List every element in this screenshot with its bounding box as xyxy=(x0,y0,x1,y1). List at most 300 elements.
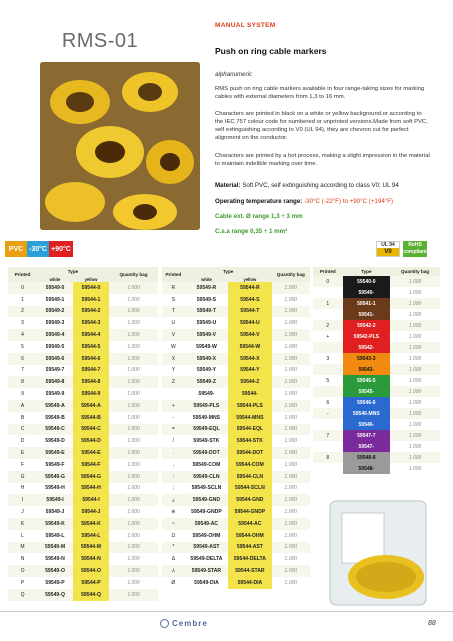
colour-code-cell: 59546- xyxy=(343,419,391,430)
printed-cell: Ø xyxy=(171,579,176,586)
white-code-cell: 59549-AC xyxy=(185,518,228,530)
yellow-code-cell: 59544-AST xyxy=(228,542,271,554)
table-row xyxy=(162,412,310,424)
description-paragraph: RMS push on ring cable markers available in four range-taking sizes for marking cables with external diameters from 1,3 to 16 mm. xyxy=(215,86,425,100)
printed-cell: S xyxy=(171,296,176,303)
quantity-cell: 1.000 xyxy=(109,471,158,483)
description-paragraph: Characters are printed by a hot process, making a slight impression in the material to maintain indelible marking over time. xyxy=(215,153,430,167)
table-row xyxy=(313,441,440,452)
table-row xyxy=(162,553,310,565)
white-code-cell: 59549-DOT xyxy=(185,447,228,459)
yellow-code-cell: 59544-4 xyxy=(73,329,109,341)
table-row xyxy=(313,408,440,419)
yellow-code-cell: 59544-MNS xyxy=(228,412,271,424)
white-code-cell: 59549- xyxy=(198,391,215,398)
table-row xyxy=(8,530,158,542)
quantity-cell: 1.000 xyxy=(127,343,140,350)
yellow-code-cell: 59544-COM xyxy=(228,459,271,471)
printed-cell xyxy=(313,386,343,397)
printed-cell xyxy=(313,309,343,320)
white-code-cell: 59549-CLN xyxy=(185,471,228,483)
printed-cell: Z xyxy=(162,376,185,388)
yellow-code-cell: 59544-J xyxy=(73,506,109,518)
white-code-cell: 59549-6 xyxy=(37,353,73,365)
csa-range: C.s.a range 0,35 ÷ 1 mm² xyxy=(215,228,288,235)
white-code-cell: 59549-MNS xyxy=(192,414,221,421)
yellow-code-cell: 59544-6 xyxy=(73,353,109,365)
yellow-code-cell: 59544-STAR xyxy=(228,565,271,577)
printed-cell xyxy=(313,463,343,474)
yellow-code-cell: 59544-P xyxy=(73,577,109,589)
page-number: 88 xyxy=(428,620,436,627)
printed-cell: 8 xyxy=(313,452,343,463)
table-row xyxy=(8,329,158,341)
quantity-cell: 1.000 xyxy=(284,438,298,445)
printed-cell: : xyxy=(162,471,185,483)
quantity-cell: 1.000 xyxy=(127,532,140,539)
table-row xyxy=(162,577,310,589)
table-row xyxy=(162,294,310,306)
quantity-cell: 1.000 xyxy=(284,343,298,350)
yellow-code-cell: 59544-Y xyxy=(228,365,271,377)
quantity-cell: 1.000 xyxy=(109,329,158,341)
table-row xyxy=(8,365,158,377)
white-code-cell: 59549-STK xyxy=(193,438,220,445)
printed-cell: 6 xyxy=(326,399,330,406)
white-code-cell: 59549-OHM xyxy=(192,532,221,539)
table-row xyxy=(8,471,158,483)
quantity-cell: 1.000 xyxy=(390,430,440,441)
quantity-cell: 1.000 xyxy=(408,311,422,318)
white-code-cell: 59549-G xyxy=(37,471,73,483)
quantity-cell: 1.000 xyxy=(109,542,158,554)
table-row xyxy=(162,306,310,318)
table-row xyxy=(162,471,310,483)
table-row xyxy=(162,435,310,447)
quantity-cell: 1.000 xyxy=(109,353,158,365)
printed-cell: D xyxy=(20,438,25,445)
yellow-code-cell: 59544-EQL xyxy=(228,424,271,436)
quantity-cell: 1.000 xyxy=(109,400,158,412)
table-row xyxy=(162,530,310,542)
quantity-cell: 1.000 xyxy=(390,408,440,419)
white-code-cell: 59549-F xyxy=(45,461,65,468)
table-row xyxy=(162,388,310,400)
printed-cell: 0 xyxy=(8,282,37,294)
printed-cell xyxy=(313,419,343,430)
quantity-cell: 1.000 xyxy=(127,414,140,421)
colour-code-cell: 59547- xyxy=(343,441,391,452)
yellow-code-cell: 59544-SCLN xyxy=(228,483,271,495)
colour-code-cell: 59540-0 xyxy=(343,276,391,287)
table-row xyxy=(313,298,440,309)
max-temp-badge: +90°C xyxy=(49,241,73,257)
printed-cell: T xyxy=(162,306,185,318)
yellow-code-cell: 59544-D xyxy=(73,435,109,447)
marker-table-symbols: Printed Type Quantity bag white yellow R 59549-R 59544-R 1.000 S 59549-S 59544-S 1.000 T 59549-T 59544-T 1.000 U 59549-U 59544-U 1.000 V 59549-V 59544-V 1.000 W 59549-W 59544-W 1.000 X 59549-X 59544-X 1.000 Y 59549-Y 59544-Y 1.000 Z 59549-Z 59544-Z 1.000 59549- 59544- 1.000 + 59549-PLS 59544-PLS 1.000 - 59549-MNS 59544-MNS 1.000 = 59549-EQL 59544-EQL 1.000 / 59549-STK 59544-STK 1.000 . 59549-DOT 59544-DOT 1.000 , 59549-COM 59544-COM 1.000 : 59549-CLN 59544-CLN 1.000 ; 59549-SCLN 59544-SCLN 1.000 ⏚ 59549-GND 59544-GND 1.000 ⊜ 59549-GNDP 59544-GNDP 1.000 ~ 59549-AC 59544-AC 1.000 Ω 59549-OHM 59544-OHM 1.000 * 59549-AST 59544-AST 1.000 Δ 59549-DELTA 59544-DELTA 1.000 ⅄ 59549-STAR 59544-STAR 1.000 Ø 59549-DIA 59544-DIA 1.000 xyxy=(162,267,310,589)
printed-cell: + xyxy=(326,333,330,340)
quantity-cell: 1.000 xyxy=(272,494,310,506)
quantity-cell: 1.000 xyxy=(272,565,310,577)
white-code-cell: 59549-S xyxy=(196,296,217,303)
white-code-cell: 59549-O xyxy=(37,565,73,577)
white-code-cell: 59549-DIA xyxy=(194,579,219,586)
white-code-cell: 59549-C xyxy=(37,424,73,436)
quantity-cell: 1.000 xyxy=(272,306,310,318)
white-code-cell: 59549-J xyxy=(45,509,65,516)
colour-code-cell: 59542- xyxy=(343,342,391,353)
white-code-cell: 59549-Y xyxy=(196,367,217,374)
yellow-code-cell: 59544-Q xyxy=(73,589,109,601)
printed-cell: Q xyxy=(8,589,37,601)
printed-cell: 0 xyxy=(313,276,343,287)
yellow-code-cell: 59544-2 xyxy=(73,306,109,318)
marker-table-white-yellow: Printed Type Quantity bag white yellow 0 59549-0 59544-0 1.000 1 59549-1 59544-1 1.000 2 59549-2 59544-2 1.000 3 59549-3 59544-3 1.000 4 59549-4 59544-4 1.000 5 59549-5 59544-5 1.000 6 59549-6 59544-6 1.000 7 59549-7 59544-7 1.000 8 59549-8 59544-8 1.000 9 59549-9 59544-9 1.000 A 59549-A 59544-A 1.000 B 59549-B 59544-B 1.000 C 59549-C 59544-C 1.000 D 59549-D 59544-D 1.000 E 59549-E 59544-E 1.000 F 59549-F 59544-F 1.000 G 59549-G 59544-G 1.000 H 59549-H 59544-H 1.000 I 59549-I 59544-I 1.000 J 59549-J 59544-J 1.000 K 59549-K 59544-K 1.000 L 59549-L 59544-L 1.000 M 59549-M 59544-M 1.000 N 59549-N 59544-N 1.000 O 59549-O 59544-O 1.000 P 59549-P 59544-P 1.000 Q 59549-Q 59544-Q 1.000 xyxy=(8,267,158,601)
table-row xyxy=(162,376,310,388)
quantity-cell: 1.000 xyxy=(284,367,298,374)
quantity-cell: 1.000 xyxy=(284,509,298,516)
printed-cell xyxy=(313,287,343,298)
printed-cell: ⅄ xyxy=(162,565,185,577)
table-row xyxy=(8,494,158,506)
quantity-cell: 1.000 xyxy=(127,579,140,586)
white-code-cell: 59549-E xyxy=(37,447,73,459)
product-heading: Push on ring cable markers xyxy=(215,46,327,56)
yellow-code-cell: 59544-0 xyxy=(73,282,109,294)
white-code-cell: 59549-STAR xyxy=(185,565,228,577)
rohs-badge: RoHS compliant xyxy=(403,242,427,255)
printed-cell: Δ xyxy=(171,556,176,563)
colour-code-cell: 59546-MNS xyxy=(343,408,391,419)
printed-cell: 3 xyxy=(21,320,24,327)
yellow-code-cell: 59544-9 xyxy=(73,388,109,400)
white-code-cell: 59549-DELTA xyxy=(190,556,223,563)
table-row xyxy=(313,331,440,342)
yellow-code-cell: 59544-7 xyxy=(73,365,109,377)
yellow-code-cell: 59544-T xyxy=(228,306,271,318)
quantity-cell: 1.000 xyxy=(272,353,310,365)
printed-cell: ⊜ xyxy=(171,509,176,516)
yellow-code-cell: 59544-OHM xyxy=(228,530,271,542)
yellow-code-cell: 59544-Z xyxy=(228,376,271,388)
printed-cell: ⏚ xyxy=(162,494,185,506)
table-row xyxy=(313,430,440,441)
table-row xyxy=(162,341,310,353)
white-code-cell: 59549-SCLN xyxy=(191,485,222,492)
colour-code-cell: 59541-1 xyxy=(343,298,391,309)
table-row xyxy=(162,518,310,530)
quantity-cell: 1.000 xyxy=(272,329,310,341)
printed-cell: I xyxy=(8,494,37,506)
quantity-cell: 1.000 xyxy=(408,355,422,362)
colour-code-cell: 59543- xyxy=(343,364,391,375)
white-code-cell: 59549-7 xyxy=(45,367,65,374)
table-row xyxy=(8,306,158,318)
table-row xyxy=(313,353,440,364)
yellow-code-cell: 59544-DOT xyxy=(228,447,271,459)
white-code-cell: 59549-Z xyxy=(185,376,228,388)
yellow-code-cell: 59544-U xyxy=(228,317,271,329)
white-code-cell: 59549-AST xyxy=(185,542,228,554)
colour-code-cell: 59548-8 xyxy=(343,452,391,463)
yellow-code-cell: 59544- xyxy=(228,388,271,400)
printed-cell: X xyxy=(162,353,185,365)
printed-cell: ; xyxy=(172,485,175,492)
printed-cell: 7 xyxy=(313,430,343,441)
printed-cell: K xyxy=(8,518,37,530)
white-code-cell: 59549-8 xyxy=(37,376,73,388)
quantity-cell: 1.000 xyxy=(390,364,440,375)
printed-cell: A xyxy=(8,400,37,412)
printed-cell: E xyxy=(8,447,37,459)
quantity-cell: 1.000 xyxy=(408,377,422,384)
printed-cell: 5 xyxy=(21,343,24,350)
footer-divider xyxy=(0,611,453,612)
product-subheading: alphanumeric xyxy=(215,71,253,78)
white-code-cell: 59549-GNDP xyxy=(191,509,222,516)
printed-cell: 2 xyxy=(8,306,37,318)
printed-cell: / xyxy=(172,438,175,445)
table-row xyxy=(8,294,158,306)
table-row xyxy=(8,589,158,601)
yellow-code-cell: 59544-GND xyxy=(228,494,271,506)
quantity-cell: 1.000 xyxy=(284,296,298,303)
table-row xyxy=(162,506,310,518)
quantity-cell: 1.000 xyxy=(284,485,298,492)
table-row xyxy=(8,317,158,329)
white-code-cell: 59549-H xyxy=(45,485,65,492)
table-row xyxy=(162,353,310,365)
quantity-cell: 1.000 xyxy=(284,391,298,398)
colour-code-cell: 59547-7 xyxy=(343,430,391,441)
printed-cell: W xyxy=(170,343,176,350)
table-row xyxy=(313,397,440,408)
table-row xyxy=(162,494,310,506)
printed-cell: 2 xyxy=(313,320,343,331)
printed-cell: F xyxy=(20,461,25,468)
table-row xyxy=(313,342,440,353)
table-row xyxy=(162,329,310,341)
table-row xyxy=(162,282,310,294)
quantity-cell: 1.000 xyxy=(408,443,422,450)
white-code-cell: 59549-R xyxy=(185,282,228,294)
table-row xyxy=(8,577,158,589)
yellow-code-cell: 59544-S xyxy=(228,294,271,306)
printed-cell: G xyxy=(8,471,37,483)
quantity-cell: 1.000 xyxy=(272,282,310,294)
yellow-code-cell: 59544-B xyxy=(73,412,109,424)
colour-code-cell: 59545- xyxy=(343,386,391,397)
white-code-cell: 59549-3 xyxy=(45,320,65,327)
white-code-cell: 59549-A xyxy=(37,400,73,412)
white-code-cell: 59549-N xyxy=(45,556,65,563)
quantity-cell: 1.000 xyxy=(284,320,298,327)
yellow-code-cell: 59544-N xyxy=(73,553,109,565)
printed-cell: Y xyxy=(171,367,176,374)
yellow-code-cell: 59544-5 xyxy=(73,341,109,353)
quantity-cell: 1.000 xyxy=(127,438,140,445)
white-code-cell: 59549-0 xyxy=(37,282,73,294)
material-line: Material: Soft PVC, self extinguishing according to class V0: UL 94 xyxy=(215,182,399,189)
table-row xyxy=(8,565,158,577)
yellow-code-cell: 59544-R xyxy=(228,282,271,294)
table-row xyxy=(162,365,310,377)
quantity-cell: 1.000 xyxy=(390,386,440,397)
white-code-cell: 59549-P xyxy=(45,579,65,586)
yellow-code-cell: 59544-3 xyxy=(73,317,109,329)
quantity-cell: 1.000 xyxy=(390,452,440,463)
table-row xyxy=(8,506,158,518)
printed-cell xyxy=(313,342,343,353)
table-row xyxy=(162,483,310,495)
quantity-cell: 1.000 xyxy=(284,461,298,468)
table-row xyxy=(313,419,440,430)
printed-cell: L xyxy=(21,532,24,539)
printed-cell: 8 xyxy=(8,376,37,388)
table-row xyxy=(162,447,310,459)
yellow-code-cell: 59544-DIA xyxy=(228,577,271,589)
printed-cell: V xyxy=(162,329,185,341)
quantity-cell: 1.000 xyxy=(127,509,140,516)
min-temp-badge: -30°C xyxy=(27,241,49,257)
quantity-cell: 1.000 xyxy=(390,342,440,353)
printed-cell: = xyxy=(162,424,185,436)
table-row xyxy=(8,459,158,471)
yellow-code-cell: 59544-8 xyxy=(73,376,109,388)
white-code-cell: 59549-EQL xyxy=(185,424,228,436)
table-row xyxy=(162,565,310,577)
white-code-cell: 59549-V xyxy=(185,329,228,341)
yellow-code-cell: 59544-C xyxy=(73,424,109,436)
printed-cell: . xyxy=(162,447,185,459)
colour-code-cell: 59541- xyxy=(343,309,391,320)
quantity-cell: 1.000 xyxy=(272,447,310,459)
table-row xyxy=(162,542,310,554)
printed-cell: 3 xyxy=(326,355,330,362)
marker-table-colour-code: Printed Type Quantity bag 0 59540-0 1.000 59540- 1.000 1 59541-1 1.000 59541- 1.000 2 59542-2 1.000 + 59542-PLS 1.000 59542- 1.000 3 59543-3 1.000 59543- 1.000 5 59545-5 1.000 59545- 1.000 6 59546-6 1.000 - 59546-MNS 1.000 59546- 1.000 7 59547-7 1.000 59547- 1.000 8 59548-8 1.000 59548- 1.000 xyxy=(313,267,440,474)
quantity-cell: 1.000 xyxy=(109,424,158,436)
white-code-cell: 59549-W xyxy=(196,343,217,350)
table-row xyxy=(313,309,440,320)
quantity-cell: 1.000 xyxy=(272,376,310,388)
yellow-code-cell: 59544-DELTA xyxy=(228,553,271,565)
printed-cell: + xyxy=(162,400,185,412)
ul94-badge: UL 94 V0 xyxy=(376,241,400,257)
yellow-code-cell: 59544-X xyxy=(228,353,271,365)
table-row xyxy=(313,276,440,287)
table-row xyxy=(8,483,158,495)
quantity-cell: 1.000 xyxy=(284,414,298,421)
table-row xyxy=(8,424,158,436)
section-label: MANUAL SYSTEM xyxy=(215,22,276,29)
quantity-cell: 1.000 xyxy=(109,282,158,294)
yellow-code-cell: 59544-W xyxy=(228,341,271,353)
quantity-cell: 1.000 xyxy=(408,399,422,406)
printed-cell: , xyxy=(172,461,175,468)
table-row xyxy=(8,435,158,447)
table-row xyxy=(162,400,310,412)
printed-cell: 4 xyxy=(8,329,37,341)
printed-cell: N xyxy=(20,556,25,563)
printed-cell: R xyxy=(162,282,185,294)
white-code-cell: 59549-K xyxy=(37,518,73,530)
white-code-cell: 59549-PLS xyxy=(185,400,228,412)
printed-cell: P xyxy=(20,579,25,586)
temperature-line: Operating temperature range: -30°C (-22°F) to +90°C (+194°F) xyxy=(215,198,394,205)
table-row xyxy=(8,376,158,388)
yellow-code-cell: 59544-CLN xyxy=(228,471,271,483)
white-code-cell: 59549-1 xyxy=(45,296,65,303)
white-code-cell: 59549-5 xyxy=(45,343,65,350)
table-row xyxy=(313,375,440,386)
printed-cell: B xyxy=(20,414,25,421)
printed-cell: 1 xyxy=(313,298,343,309)
quantity-cell: 1.000 xyxy=(109,447,158,459)
white-code-cell: 59549-I xyxy=(37,494,73,506)
table-row xyxy=(8,400,158,412)
yellow-code-cell: 59544-G xyxy=(73,471,109,483)
quantity-cell: 1.000 xyxy=(109,589,158,601)
quantity-cell: 1.000 xyxy=(109,494,158,506)
quantity-cell: 1.000 xyxy=(390,276,440,287)
printed-cell: 5 xyxy=(326,377,330,384)
table-row xyxy=(8,353,158,365)
table-row xyxy=(8,542,158,554)
white-code-cell: 59549-COM xyxy=(192,461,221,468)
white-code-cell: 59549-M xyxy=(37,542,73,554)
table-row xyxy=(313,452,440,463)
printed-cell: Ω xyxy=(171,532,176,539)
yellow-code-cell: 59544-H xyxy=(73,483,109,495)
table-row xyxy=(313,287,440,298)
table-row xyxy=(313,364,440,375)
yellow-code-cell: 59544-K xyxy=(73,518,109,530)
quantity-cell: 1.000 xyxy=(390,298,440,309)
yellow-code-cell: 59544-F xyxy=(73,459,109,471)
white-code-cell: 59549-D xyxy=(45,438,65,445)
yellow-code-cell: 59544-PLS xyxy=(228,400,271,412)
printed-cell: 1 xyxy=(21,296,24,303)
quantity-cell: 1.000 xyxy=(408,333,422,340)
yellow-code-cell: 59544-STK xyxy=(228,435,271,447)
quantity-cell: 1.000 xyxy=(408,289,422,296)
colour-code-cell: 59542-2 xyxy=(343,320,391,331)
printed-cell: J xyxy=(21,509,24,516)
table-row xyxy=(162,317,310,329)
table-row xyxy=(8,412,158,424)
yellow-code-cell: 59544-A xyxy=(73,400,109,412)
yellow-code-cell: 59544-M xyxy=(73,542,109,554)
quantity-cell: 1.000 xyxy=(408,421,422,428)
white-code-cell: 59549-U xyxy=(196,320,217,327)
table-row xyxy=(313,463,440,474)
quantity-cell: 1.000 xyxy=(284,556,298,563)
table-row xyxy=(8,518,158,530)
cable-range: Cable ext. Ø range 1,3 ÷ 3 mm xyxy=(215,213,303,220)
printed-cell: ~ xyxy=(162,518,185,530)
yellow-code-cell: 59544-V xyxy=(228,329,271,341)
product-bag-image xyxy=(326,497,430,607)
printed-cell: M xyxy=(8,542,37,554)
brand-logo: Cembre xyxy=(160,619,208,628)
table-row xyxy=(8,341,158,353)
quantity-cell: 1.000 xyxy=(127,320,140,327)
white-code-cell: 59549-2 xyxy=(37,306,73,318)
quantity-cell: 1.000 xyxy=(284,579,298,586)
printed-cell: C xyxy=(8,424,37,436)
printed-cell: 9 xyxy=(21,391,24,398)
printed-cell: U xyxy=(171,320,176,327)
